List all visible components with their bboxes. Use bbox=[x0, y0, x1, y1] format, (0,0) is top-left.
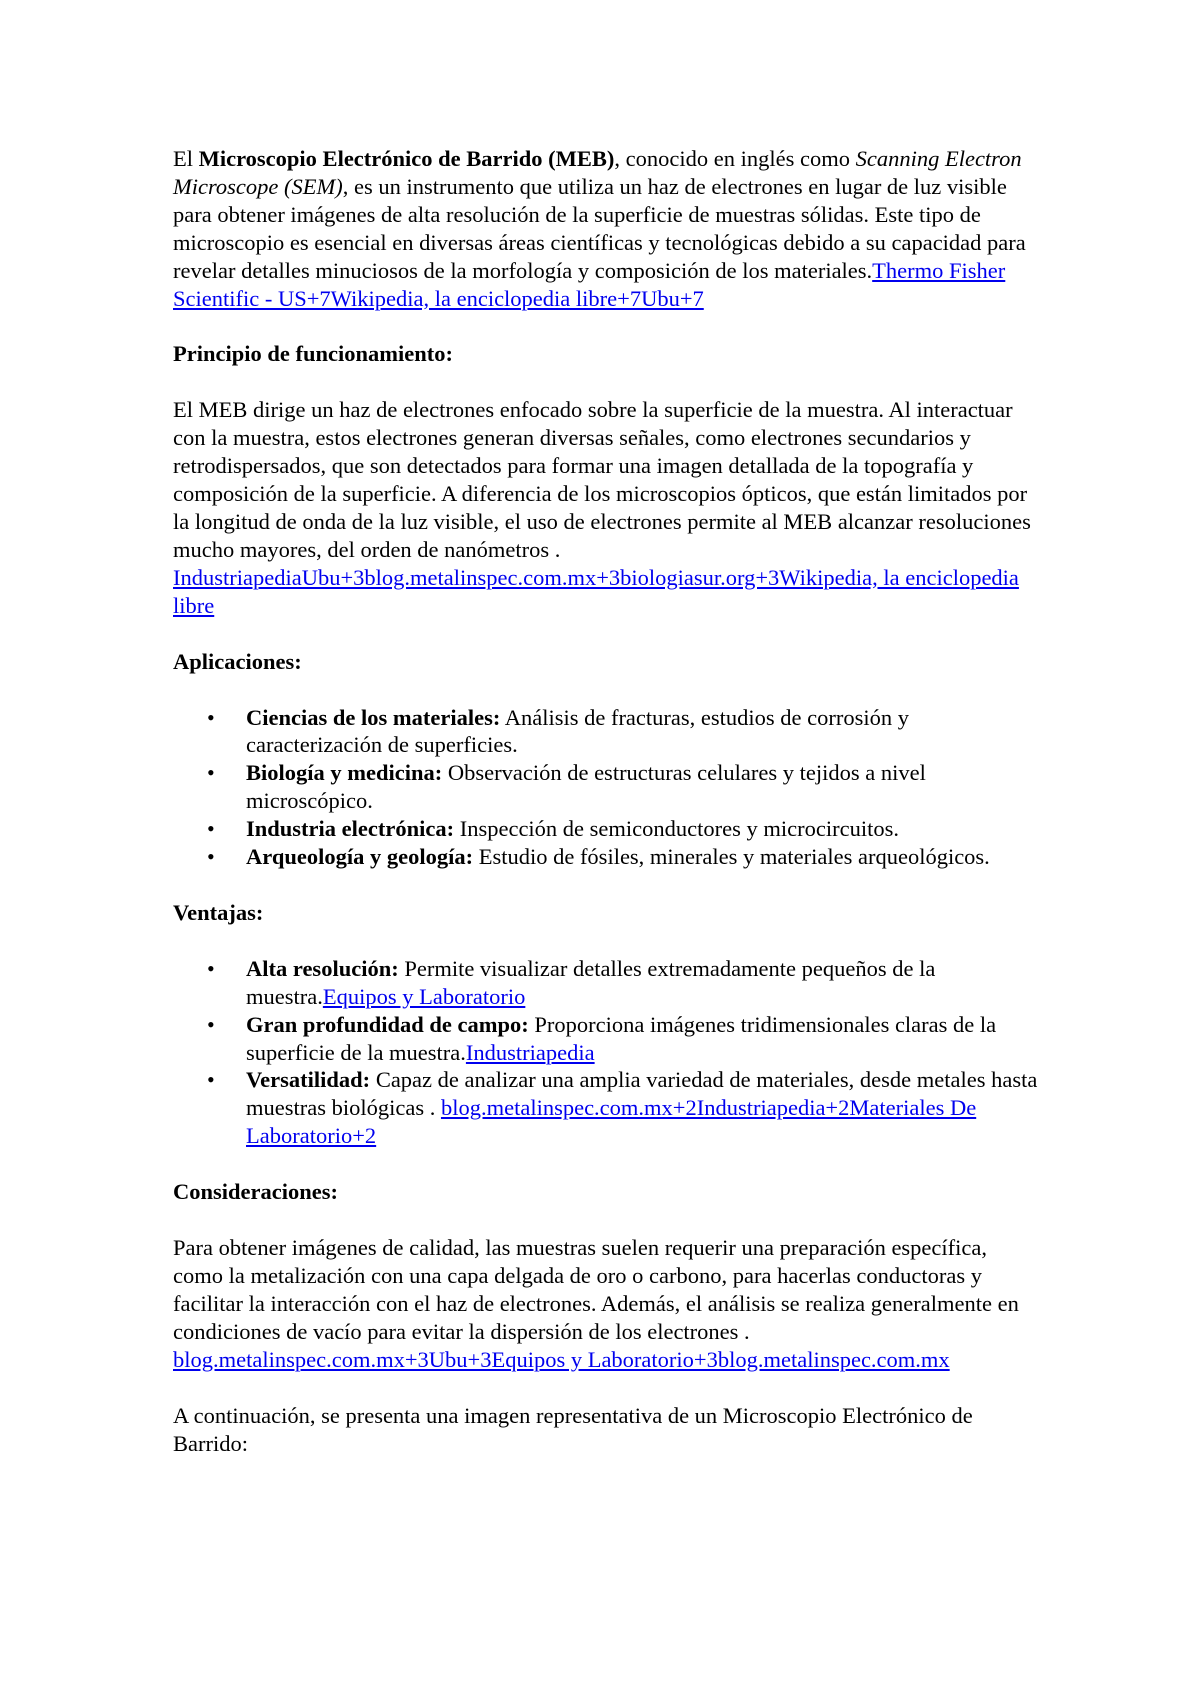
principio-source-link[interactable]: IndustriapediaUbu+3blog.metalinspec.com.mx+3biologiasur.org+3Wikipedia, la enciclopedia libre bbox=[173, 564, 1019, 618]
item-desc: Proporciona imágenes tridimensionales claras de la superficie de la muestra. bbox=[246, 1011, 997, 1065]
aplicaciones-list bbox=[173, 704, 1038, 871]
consideraciones-heading: Consideraciones: bbox=[173, 1179, 338, 1205]
item-desc: Observación de estructuras celulares y tejidos a nivel microscópico. bbox=[246, 760, 926, 814]
intro-text-2: , conocido en inglés como bbox=[614, 146, 856, 171]
list-item bbox=[173, 704, 1038, 760]
item-term: Gran profundidad de campo: bbox=[246, 1011, 529, 1037]
ventajas-heading: Ventajas: bbox=[173, 899, 264, 925]
intro-text-1: El bbox=[173, 146, 199, 171]
item-term: Biología y medicina: bbox=[246, 760, 443, 786]
item-source-link[interactable]: Industriapedia bbox=[465, 1039, 595, 1065]
principio-text: El MEB dirige un haz de electrones enfocado sobre la superficie de la muestra. Al interactuar con la muestra, estos electrones generan diversas señales, como electrones secundarios y retrodispersados, que son detectados para formar una imagen detallada de la topografía y composición de la superficie. A diferencia de los microscopios ópticos, que están limitados por la longitud de onda de la luz visible, el uso de electrones permite al MEB alcanzar resoluciones mucho mayores, del orden de nanómetros . bbox=[173, 397, 1031, 562]
bullet-icon: • bbox=[207, 1011, 215, 1037]
principio-heading: Principio de funcionamiento: bbox=[173, 341, 453, 367]
bullet-icon: • bbox=[207, 760, 215, 786]
bullet-icon: • bbox=[207, 955, 215, 981]
aplicaciones-heading: Aplicaciones: bbox=[173, 648, 302, 674]
consideraciones-source-link[interactable]: blog.metalinspec.com.mx+3Ubu+3Equipos y Laboratorio+3blog.metalinspec.com.mx bbox=[173, 1346, 950, 1372]
bullet-icon: • bbox=[207, 844, 215, 870]
list-item bbox=[173, 955, 1038, 1011]
list-item bbox=[173, 843, 1038, 871]
item-desc: Permite visualizar detalles extremadamente pequeños de la muestra. bbox=[246, 955, 936, 1009]
item-term: Versatilidad: bbox=[246, 1067, 371, 1093]
item-desc: Inspección de semiconductores y microcircuitos. bbox=[454, 816, 899, 842]
consideraciones-text: Para obtener imágenes de calidad, las muestras suelen requerir una preparación específica, como la metalización con una capa delgada de oro o carbono, para hacerlas conductoras y facilitar la interacción con el haz de electrones. Además, el análisis se realiza generalmente en condiciones de vacío para evitar la dispersión de los electrones . bbox=[173, 1235, 1019, 1344]
item-term: Ciencias de los materiales: bbox=[246, 704, 501, 730]
item-desc: Análisis de fracturas, estudios de corrosión y caracterización de superficies. bbox=[246, 704, 909, 758]
bullet-icon: • bbox=[207, 1067, 215, 1093]
item-term: Arqueología y geología: bbox=[246, 844, 474, 870]
principio-paragraph bbox=[173, 396, 1038, 619]
intro-paragraph bbox=[173, 145, 1038, 312]
intro-source-link[interactable]: Thermo Fisher Scientific - US+7Wikipedia, la enciclopedia libre+7Ubu+7 bbox=[173, 257, 1006, 311]
list-item bbox=[173, 815, 1038, 843]
item-source-link[interactable]: blog.metalinspec.com.mx+2Industriapedia+2Materiales De Laboratorio+2 bbox=[246, 1095, 977, 1149]
document-page bbox=[173, 145, 1038, 1457]
list-item bbox=[173, 1011, 1038, 1067]
item-source-link[interactable]: Equipos y Laboratorio bbox=[322, 983, 526, 1009]
bullet-icon: • bbox=[207, 704, 215, 730]
intro-text-3: , es un instrumento que utiliza un haz de electrones en lugar de luz visible para obtener imágenes de alta resolución de la superficie de muestras sólidas. Este tipo de microscopio es esencial en diversas áreas científicas y tecnológicas debido a su capacidad para revelar detalles minuciosos de la morfología y composición de los materiales. bbox=[173, 173, 1026, 283]
consideraciones-paragraph bbox=[173, 1234, 1038, 1374]
item-desc: Capaz de analizar una amplia variedad de materiales, desde metales hasta muestras biológicas . bbox=[246, 1067, 1038, 1121]
list-item bbox=[173, 1066, 1038, 1150]
ventajas-list bbox=[173, 955, 1038, 1150]
intro-term-bold: Microscopio Electrónico de Barrido (MEB) bbox=[198, 146, 615, 171]
closing-paragraph: A continuación, se presenta una imagen representativa de un Microscopio Electrónico de Barrido: bbox=[173, 1402, 973, 1456]
intro-term-italic: Scanning Electron Microscope (SEM) bbox=[173, 146, 1022, 199]
item-term: Industria electrónica: bbox=[246, 816, 455, 842]
item-term: Alta resolución: bbox=[246, 955, 399, 981]
bullet-icon: • bbox=[207, 816, 215, 842]
list-item bbox=[173, 759, 1038, 815]
item-desc: Estudio de fósiles, minerales y materiales arqueológicos. bbox=[473, 844, 990, 870]
